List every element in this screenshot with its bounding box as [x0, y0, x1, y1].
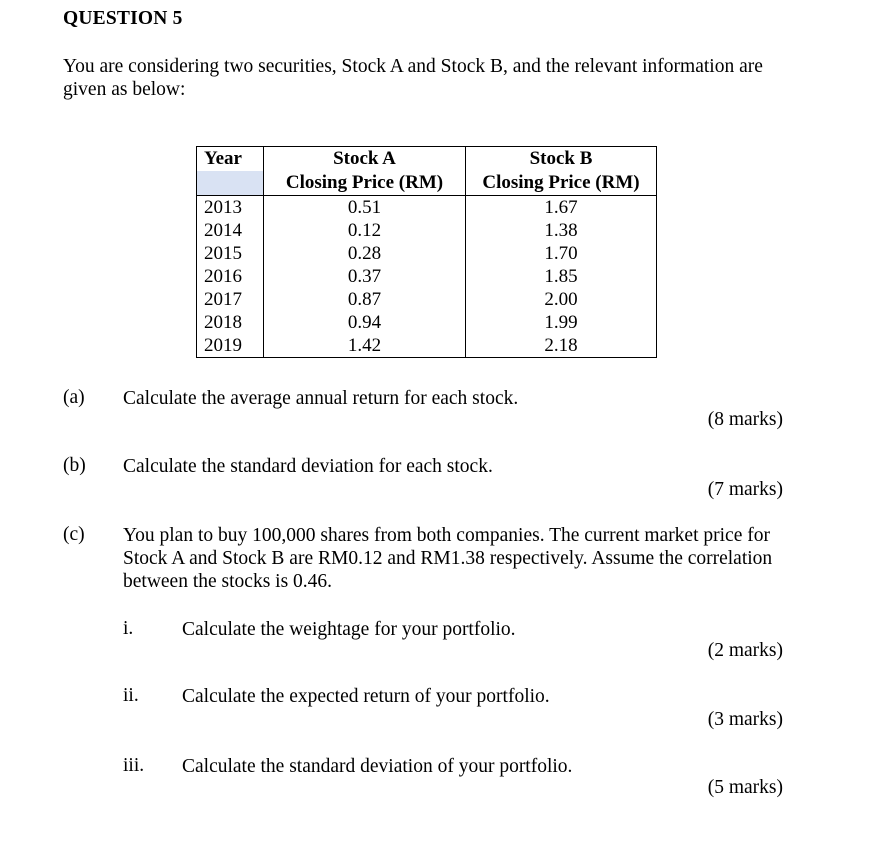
stock-a-price-cell: 0.87 [264, 288, 466, 311]
year-cell: 2016 [197, 265, 264, 288]
stock-b-price-cell: 1.85 [466, 265, 657, 288]
year-cell: 2019 [197, 334, 264, 358]
stock-b-price-cell: 1.67 [466, 196, 657, 220]
question-c-text: You plan to buy 100,000 shares from both companies. The current market price for Stock A and Stock B are RM0.12 and RM1.38 respectively. Assume the correlation between the stocks is 0.46. [123, 525, 773, 592]
table-row [197, 219, 657, 242]
year-cell: 2014 [197, 219, 264, 242]
stock-a-price-cell: 0.28 [264, 242, 466, 265]
stock-a-price-cell: 0.12 [264, 219, 466, 242]
header-stock-a-price: Closing Price (RM) [264, 171, 466, 196]
stock-b-price-cell: 2.18 [466, 334, 657, 358]
question-b-marks: (7 marks) [707, 479, 783, 500]
header-stock-b-price: Closing Price (RM) [466, 171, 657, 196]
question-a-label: (a) [63, 387, 85, 408]
question-c-ii-marks: (3 marks) [707, 709, 783, 730]
stock-a-price-cell: 0.51 [264, 196, 466, 220]
header-year: Year [197, 147, 264, 172]
header-stock-b: Stock B [466, 147, 657, 172]
header-stock-a: Stock A [264, 147, 466, 172]
table-row [197, 242, 657, 265]
stock-a-price-cell: 0.37 [264, 265, 466, 288]
year-cell: 2013 [197, 196, 264, 220]
stock-b-price-cell: 2.00 [466, 288, 657, 311]
question-c-ii-text: Calculate the expected return of your portfolio. [182, 686, 550, 707]
question-c-label: (c) [63, 524, 85, 545]
stock-b-price-cell: 1.70 [466, 242, 657, 265]
question-b-text: Calculate the standard deviation for each stock. [123, 456, 493, 477]
stock-a-price-cell: 1.42 [264, 334, 466, 358]
question-c-iii-label: iii. [123, 755, 145, 776]
question-a-text: Calculate the average annual return for each stock. [123, 388, 519, 409]
year-cell: 2017 [197, 288, 264, 311]
stock-b-price-cell: 1.99 [466, 311, 657, 334]
question-a-marks: (8 marks) [707, 409, 783, 430]
stock-a-price-cell: 0.94 [264, 311, 466, 334]
table-row [197, 311, 657, 334]
closing-price-table [196, 146, 657, 358]
table-row [197, 288, 657, 311]
question-c-i-text: Calculate the weightage for your portfolio. [182, 619, 516, 640]
year-cell: 2018 [197, 311, 264, 334]
question-c-i-label: i. [123, 618, 134, 639]
question-c-ii-label: ii. [123, 685, 139, 706]
stock-b-price-cell: 1.38 [466, 219, 657, 242]
year-cell: 2015 [197, 242, 264, 265]
table-row [197, 265, 657, 288]
table-row [197, 196, 657, 220]
question-b-label: (b) [63, 455, 86, 476]
question-c-iii-marks: (5 marks) [707, 777, 783, 798]
question-heading: QUESTION 5 [63, 8, 183, 29]
intro-paragraph: You are considering two securities, Stock A and Stock B, and the relevant information are given as below: [63, 56, 763, 100]
question-c-i-marks: (2 marks) [707, 640, 783, 661]
question-c-iii-text: Calculate the standard deviation of your portfolio. [182, 756, 573, 777]
table-row [197, 334, 657, 358]
header-year-shade [197, 171, 264, 196]
